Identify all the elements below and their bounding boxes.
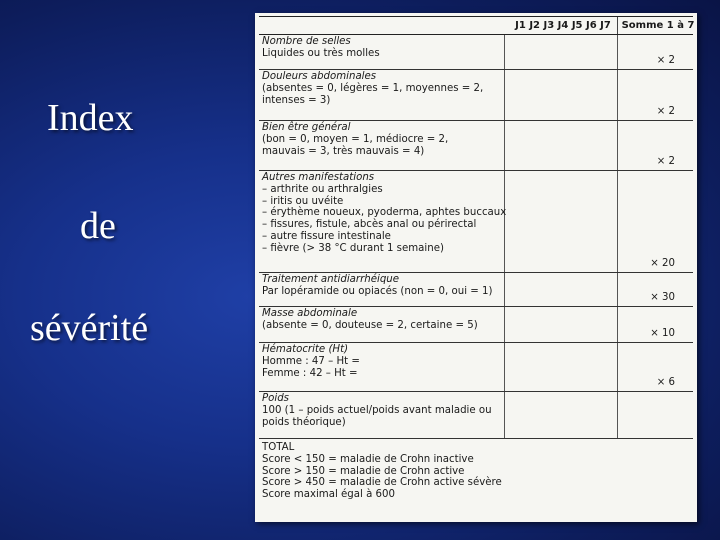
- table-row-abdominal-pain: [259, 70, 693, 121]
- row-title: Douleurs abdominales: [262, 71, 377, 82]
- row-multiplier: × 2: [656, 55, 675, 67]
- table-row-stools: [259, 35, 693, 70]
- row-line: Femme : 42 – Ht =: [262, 367, 358, 379]
- row-line: (bon = 0, moyen = 1, médiocre = 2,: [262, 133, 449, 145]
- row-multiplier: × 2: [656, 156, 675, 168]
- total-line: Score < 150 = maladie de Crohn inactive: [262, 453, 474, 465]
- table-row-abdominal-mass: [259, 307, 693, 343]
- table-row-hematocrit: [259, 343, 693, 392]
- row-title: Bien être général: [262, 122, 351, 133]
- column-header-sum: Somme 1 à 7: [617, 17, 698, 34]
- row-line: – iritis ou uvéite: [262, 195, 344, 207]
- row-title: Poids: [262, 393, 289, 404]
- total-line: Score > 450 = maladie de Crohn active sévère: [262, 477, 502, 489]
- row-title: Autres manifestations: [262, 172, 375, 183]
- column-header-days: J1 J2 J3 J4 J5 J6 J7: [515, 20, 611, 31]
- row-line: Homme : 47 – Ht =: [262, 355, 360, 367]
- row-line: intenses = 3): [262, 94, 331, 106]
- row-line: (absente = 0, douteuse = 2, certaine = 5): [262, 319, 478, 331]
- row-title: Traitement antidiarrhéique: [262, 274, 400, 285]
- severity-index-table: [255, 13, 697, 522]
- table-row-other-manifestations: [259, 171, 693, 273]
- table-row-weight: [259, 392, 693, 439]
- row-line: mauvais = 3, très mauvais = 4): [262, 145, 425, 157]
- row-multiplier: × 20: [650, 258, 675, 270]
- row-line: – érythème noueux, pyoderma, aphtes buccaux: [262, 207, 507, 219]
- row-line: – autre fissure intestinale: [262, 230, 391, 242]
- row-line: Par lopéramide ou opiacés (non = 0, oui = 1): [262, 285, 493, 297]
- row-line: (absentes = 0, légères = 1, moyennes = 2,: [262, 82, 484, 94]
- row-multiplier: × 6: [656, 377, 675, 389]
- row-multiplier: × 10: [650, 328, 675, 340]
- table-header: [259, 16, 693, 35]
- table-row-wellbeing: [259, 121, 693, 171]
- total-line: Score > 150 = maladie de Crohn active: [262, 465, 465, 477]
- row-line: poids théorique): [262, 416, 346, 428]
- row-line: – fissures, fistule, abcès anal ou périrectal: [262, 219, 477, 231]
- table-row-antidiarrheal: [259, 273, 693, 307]
- table-row-total: [259, 441, 693, 519]
- row-title: Masse abdominale: [262, 308, 358, 319]
- slide-title-word-2: de: [80, 205, 116, 247]
- total-title: TOTAL: [262, 442, 295, 453]
- row-line: – arthrite ou arthralgies: [262, 183, 383, 195]
- row-line: Liquides ou très molles: [262, 47, 380, 59]
- row-multiplier: × 30: [650, 292, 675, 304]
- row-line: – fièvre (> 38 °C durant 1 semaine): [262, 242, 444, 254]
- slide-title-word-1: Index: [47, 97, 134, 139]
- row-title: Hématocrite (Ht): [262, 344, 349, 355]
- row-multiplier: × 2: [656, 106, 675, 118]
- total-line: Score maximal égal à 600: [262, 489, 396, 501]
- row-title: Nombre de selles: [262, 36, 351, 47]
- row-line: 100 (1 – poids actuel/poids avant maladie ou: [262, 404, 492, 416]
- slide-title-word-3: sévérité: [30, 307, 149, 349]
